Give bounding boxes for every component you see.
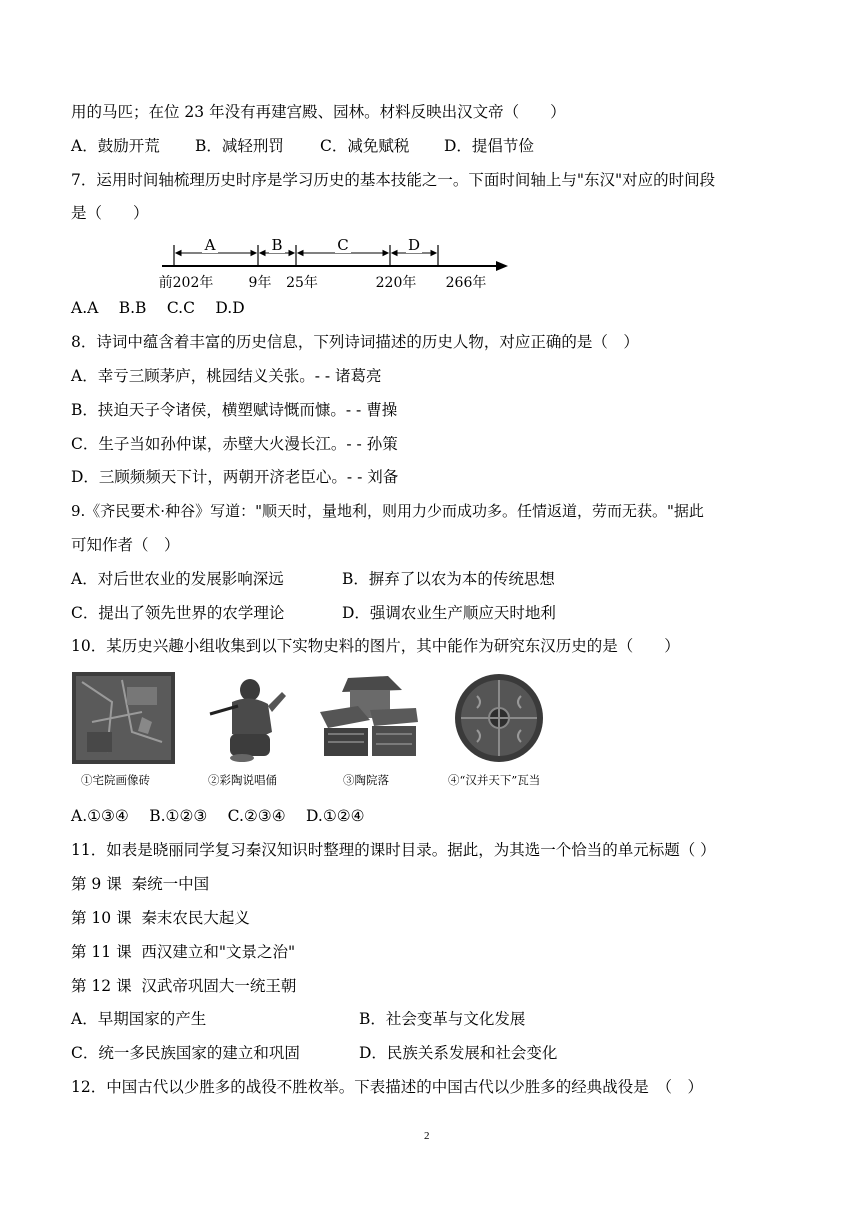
caption-eave-tile: ④“汉并天下”瓦当 bbox=[448, 773, 541, 787]
q9-stem-line2: 可知作者（ ） bbox=[71, 536, 180, 554]
q7-stem-line2: 是（ ） bbox=[71, 204, 149, 222]
q7-stem-line1: 7．运用时间轴梳理历史时序是学习历史的基本技能之一。下面时间轴上与"东汉"对应的时间段 bbox=[71, 171, 716, 189]
q11-stem: 11．如表是晓丽同学复习秦汉知识时整理的课时目录。据此，为其选一个恰当的单元标题（ ） bbox=[71, 841, 716, 859]
q8-option-d: D．三顾频频天下计，两朝开济老臣心。- - 刘备 bbox=[71, 468, 399, 486]
caption-brick-relief: ①宅院画像砖 bbox=[81, 773, 150, 787]
q10-stem: 10．某历史兴趣小组收集到以下实物史料的图片，其中能作为研究东汉历史的是（ ） bbox=[71, 637, 680, 655]
q6-tail-text: 用的马匹；在位 23 年没有再建宫殿、园林。材料反映出汉文帝（ ） bbox=[71, 103, 566, 121]
q9-option-c: C．提出了领先世界的农学理论 bbox=[71, 604, 285, 622]
brick-relief-photo bbox=[72, 672, 175, 764]
caption-pottery-courtyard: ③陶院落 bbox=[343, 773, 389, 787]
eave-tile-photo bbox=[447, 672, 550, 764]
q9-stem-line1: 9.《齐民要术·种谷》写道："顺天时，量地利，则用力少而成功多。任情返道，劳而无获。"据此 bbox=[71, 502, 704, 520]
storyteller-figurine-photo bbox=[202, 672, 305, 764]
q9-option-b: B．摒弃了以农为本的传统思想 bbox=[342, 570, 555, 588]
q6-option-b: B．减轻刑罚 bbox=[195, 137, 284, 155]
q7-options: A.A B.B C.C D.D bbox=[71, 299, 245, 317]
q11-option-a: A．早期国家的产生 bbox=[71, 1010, 207, 1028]
segment-label-b: B bbox=[271, 236, 283, 254]
q11-option-d: D．民族关系发展和社会变化 bbox=[359, 1044, 558, 1062]
tick-label-25: 25年 bbox=[286, 275, 318, 291]
segment-label-c: C bbox=[337, 236, 349, 254]
q11-option-b: B．社会变革与文化发展 bbox=[359, 1010, 526, 1028]
q11-option-c: C．统一多民族国家的建立和巩固 bbox=[71, 1044, 300, 1062]
q11-lesson-11: 第 11 课 西汉建立和"文景之治" bbox=[71, 943, 296, 961]
q8-option-b: B．挟迫天子令诸侯，横塑赋诗慨而慷。- - 曹操 bbox=[71, 401, 398, 419]
q8-option-a: A．幸亏三顾茅庐，桃园结义关张。- - 诸葛亮 bbox=[71, 367, 382, 385]
q9-option-a: A．对后世农业的发展影响深远 bbox=[71, 570, 284, 588]
page-number: 2 bbox=[424, 1130, 430, 1142]
tick-label-9: 9年 bbox=[248, 275, 272, 291]
q8-stem: 8．诗词中蕴含着丰富的历史信息，下列诗词描述的历史人物，对应正确的是（ ） bbox=[71, 333, 639, 351]
pottery-courtyard-photo bbox=[318, 672, 421, 764]
q11-lesson-10: 第 10 课 秦末农民大起义 bbox=[71, 909, 250, 927]
q11-lesson-9: 第 9 课 秦统一中国 bbox=[71, 875, 210, 893]
segment-label-a: A bbox=[204, 236, 216, 254]
tick-label-266: 266年 bbox=[445, 275, 487, 291]
q10-options: A.①③④ B.①②③ C.②③④ D.①②④ bbox=[71, 807, 365, 825]
q6-option-c: C．减免赋税 bbox=[320, 137, 410, 155]
q11-lesson-12: 第 12 课 汉武帝巩固大一统王朝 bbox=[71, 977, 297, 995]
caption-storyteller-figurine: ②彩陶说唱俑 bbox=[208, 773, 277, 787]
q6-option-a: A．鼓励开荒 bbox=[71, 137, 160, 155]
q12-stem: 12．中国古代以少胜多的战役不胜枚举。下表描述的中国古代以少胜多的经典战役是 （ ） bbox=[71, 1078, 703, 1096]
q6-option-d: D．提倡节俭 bbox=[444, 137, 534, 155]
q8-option-c: C．生子当如孙仲谋，赤壁大火漫长江。- - 孙策 bbox=[71, 435, 398, 453]
timeline-diagram bbox=[150, 233, 510, 293]
segment-label-d: D bbox=[407, 236, 421, 254]
tick-label-202bc: 前202年 bbox=[158, 275, 214, 291]
tick-label-220: 220年 bbox=[375, 275, 417, 291]
q9-option-d: D．强调农业生产顺应天时地利 bbox=[342, 604, 556, 622]
